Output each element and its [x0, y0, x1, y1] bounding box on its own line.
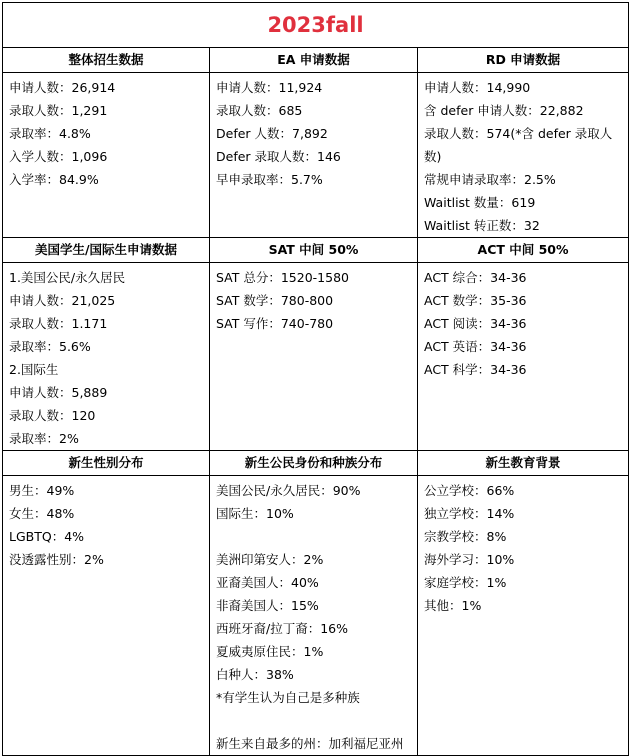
section-line: 其他：1% — [424, 598, 482, 613]
section-body-act — [418, 263, 629, 451]
section-line: ACT 科学：34-36 — [424, 362, 527, 377]
section-heading-sat: SAT 中间 50% — [210, 238, 418, 263]
section-line: SAT 数学：780-800 — [216, 293, 334, 308]
section-heading-overall: 整体招生数据 — [3, 48, 210, 73]
section-body-education — [418, 476, 629, 756]
section-line: *有学生认为自己是多种族 — [216, 690, 360, 705]
section-line: 申请人数：11,924 — [216, 80, 323, 95]
section-heading-us-intl: 美国学生/国际生申请数据 — [3, 238, 210, 263]
section-line: ACT 阅读：34-36 — [424, 316, 527, 331]
admissions-table — [2, 2, 629, 756]
section-line: 申请人数：21,025 — [9, 293, 116, 308]
section-line: 申请人数：26,914 — [9, 80, 116, 95]
section-body-ea — [210, 73, 418, 238]
section-line: 录取人数：1.171 — [9, 316, 108, 331]
section-heading-education: 新生教育背景 — [418, 451, 629, 476]
section-line: 夏威夷原住民：1% — [216, 644, 324, 659]
section-body-us-intl — [3, 263, 210, 451]
section-line — [216, 709, 411, 732]
section-line: 白种人：38% — [216, 667, 294, 682]
section-line: SAT 写作：740-780 — [216, 316, 334, 331]
section-line: 录取率：2% — [9, 431, 79, 446]
section-heading-act: ACT 中间 50% — [418, 238, 629, 263]
section-line: 女生：48% — [9, 506, 75, 521]
section-line: 申请人数：14,990 — [424, 80, 531, 95]
section-heading-rd: RD 申请数据 — [418, 48, 629, 73]
section-line: ACT 英语：34-36 — [424, 339, 527, 354]
section-line: 亚裔美国人：40% — [216, 575, 319, 590]
section-body-ethnicity — [210, 476, 418, 756]
section-line: ACT 数学：35-36 — [424, 293, 527, 308]
section-heading-ethnicity: 新生公民身份和种族分布 — [210, 451, 418, 476]
section-line: 新生来自最多的州：加利福尼亚州 — [216, 736, 404, 751]
section-body-sat — [210, 263, 418, 451]
title-cell — [3, 3, 629, 48]
section-line: LGBTQ：4% — [9, 529, 85, 544]
section-line: 没透露性别：2% — [9, 552, 104, 567]
section-line: 独立学校：14% — [424, 506, 515, 521]
section-line: 非裔美国人：15% — [216, 598, 319, 613]
section-heading-ea: EA 申请数据 — [210, 48, 418, 73]
section-line: 入学人数：1,096 — [9, 149, 108, 164]
section-line: 宗教学校：8% — [424, 529, 507, 544]
section-line: 早申录取率：5.7% — [216, 172, 323, 187]
section-line: Defer 人数：7,892 — [216, 126, 328, 141]
section-line: 美国公民/永久居民：90% — [216, 483, 361, 498]
section-line: 海外学习：10% — [424, 552, 515, 567]
section-line: ACT 综合：34-36 — [424, 270, 527, 285]
section-line: 录取率：5.6% — [9, 339, 91, 354]
section-line: Defer 录取人数：146 — [216, 149, 341, 164]
page-title: 2023fall — [267, 13, 364, 37]
section-line: 2.国际生 — [9, 362, 59, 377]
section-line: SAT 总分：1520-1580 — [216, 270, 349, 285]
section-line: 西班牙裔/拉丁裔：16% — [216, 621, 348, 636]
section-line: 录取率：4.8% — [9, 126, 91, 141]
section-line: 国际生：10% — [216, 506, 294, 521]
section-heading-gender: 新生性别分布 — [3, 451, 210, 476]
section-line — [216, 525, 411, 548]
section-line: 男生：49% — [9, 483, 75, 498]
section-line: 常规申请录取率：2.5% — [424, 172, 556, 187]
section-line: 入学率：84.9% — [9, 172, 99, 187]
section-body-rd — [418, 73, 629, 238]
section-line: Waitlist 数量：619 — [424, 195, 536, 210]
section-line: 录取人数：1,291 — [9, 103, 108, 118]
section-line: 1.美国公民/永久居民 — [9, 270, 126, 285]
section-body-overall — [3, 73, 210, 238]
section-line: Waitlist 转正数：32 — [424, 218, 540, 233]
section-line: 家庭学校：1% — [424, 575, 507, 590]
section-body-gender — [3, 476, 210, 756]
section-line: 录取人数：574(*含 defer 录取人数) — [424, 126, 613, 164]
section-line: 含 defer 申请人数：22,882 — [424, 103, 584, 118]
section-line: 美洲印第安人：2% — [216, 552, 324, 567]
section-line: 录取人数：120 — [9, 408, 96, 423]
section-line: 公立学校：66% — [424, 483, 515, 498]
section-line: 申请人数：5,889 — [9, 385, 108, 400]
section-line: 录取人数：685 — [216, 103, 303, 118]
